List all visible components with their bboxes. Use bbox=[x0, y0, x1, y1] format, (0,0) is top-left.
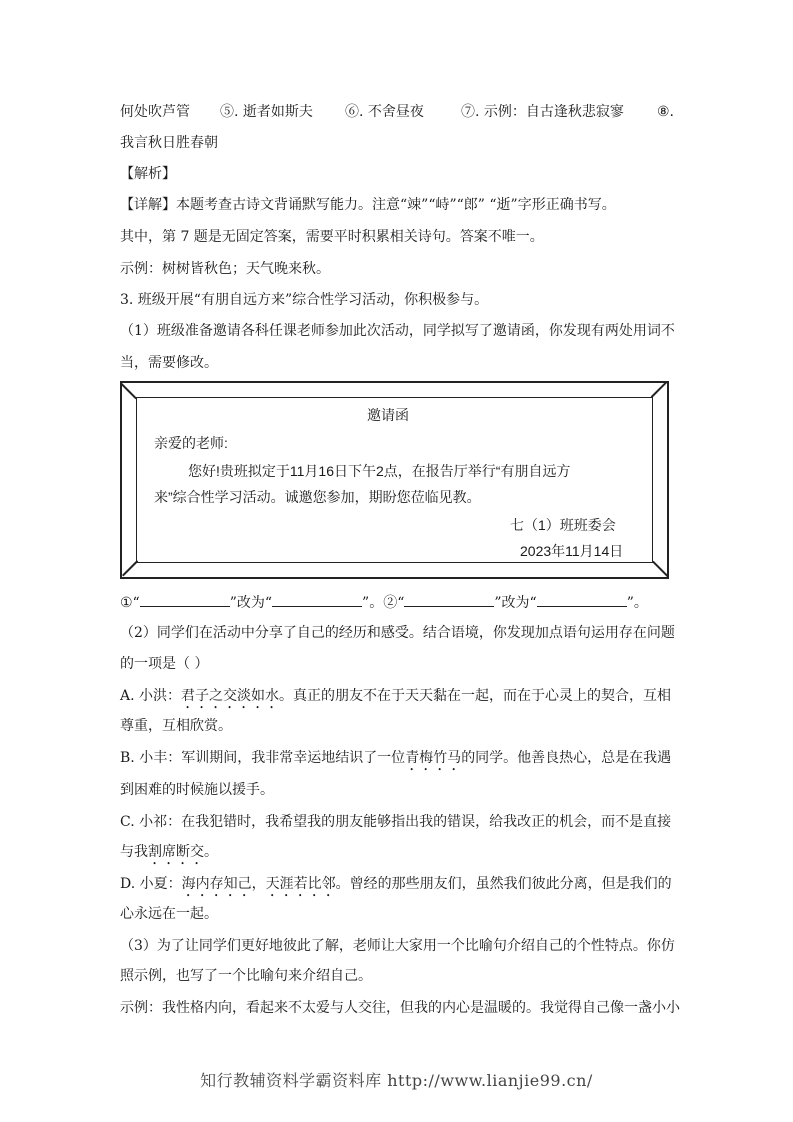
option-c-line2 bbox=[120, 842, 218, 868]
letter-greeting: 亲爱的老师: bbox=[154, 435, 228, 451]
question-3-part1-line2: 当，需要修改。 bbox=[120, 355, 218, 371]
answer-line-2: 我言秋日胜春朝 bbox=[120, 135, 218, 151]
answer-option-7: ⑦. 示例：自古逢秋悲寂寥 bbox=[461, 104, 624, 120]
example-line: 示例：我性格内向，看起来不太爱与人交往，但我的内心是温暖的。我觉得自己像一盏小小 bbox=[120, 1000, 680, 1016]
fill-label-3: ”。②“ bbox=[362, 595, 405, 611]
option-a-rest: 。真正的朋友不在于天天黏在一起，而在于心灵上的契合，互相 bbox=[279, 688, 672, 704]
detail-line-2: 其中，第 7 题是无固定答案，需要平时积累相关诗句。答案不唯一。 bbox=[120, 229, 544, 245]
question-3-part2-line1: （2）同学们在活动中分享了自己的经历和感受。结合语境，你发现加点语句运用存在问题 bbox=[120, 625, 675, 641]
question-3-part2-line2: 的一项是（ ） bbox=[120, 656, 209, 672]
letter-signature: 七（1）班班委会 bbox=[510, 517, 616, 533]
fill-label-4: ”改为“ bbox=[494, 595, 537, 611]
option-b-line2: 到困难的时候施以援手。 bbox=[120, 782, 274, 798]
blank-revised-1[interactable] bbox=[272, 592, 362, 607]
answer-option-8: ⑧. bbox=[657, 104, 675, 120]
option-c-rest: 。 bbox=[204, 844, 218, 860]
letter-title: 邀请函 bbox=[367, 407, 409, 423]
option-c-prefix: 与我 bbox=[120, 844, 148, 860]
option-d-line1 bbox=[120, 874, 672, 900]
question-3-part3-line1: （3）为了让同学们更好地彼此了解，老师让大家用一个比喻句介绍自己的个性特点。你仿 bbox=[120, 938, 675, 954]
option-a-line1 bbox=[120, 686, 671, 712]
option-d-dotted-phrase: 海内存知己，天涯若比邻 bbox=[181, 876, 336, 892]
invitation-letter-box bbox=[120, 381, 669, 579]
option-c-dotted-phrase: 割席断交 bbox=[148, 844, 204, 860]
option-c-line1: C. 小祁：在我犯错时，我希望我的朋友能够指出我的错误，给我改正的机会，而不是直接 bbox=[120, 814, 672, 830]
option-b-prefix: B. 小丰：军训期间，我非常幸运地结识了一位 bbox=[120, 750, 406, 766]
option-a-dotted-phrase: 君子之交淡如水 bbox=[181, 688, 280, 704]
letter-body-line2: 来”综合性学习活动。诚邀您参加，期盼您莅临见教。 bbox=[154, 489, 481, 505]
analysis-heading: 【解析】 bbox=[120, 166, 176, 182]
option-d-rest: 。曾经的那些朋友们，虽然我们彼此分离，但是我们的 bbox=[335, 876, 672, 892]
detail-line-3: 示例：树树皆秋色；天气晚来秋。 bbox=[120, 261, 330, 277]
fill-label-2: ”改为“ bbox=[229, 595, 273, 611]
option-d-prefix: D. 小夏： bbox=[120, 876, 182, 892]
option-b-dotted-phrase: 青梅竹马 bbox=[405, 750, 462, 766]
blank-original-2[interactable] bbox=[404, 592, 494, 607]
fill-label-5: ”。 bbox=[626, 595, 648, 611]
answer-options-line bbox=[120, 102, 674, 122]
detail-line-1: 【详解】本题考查古诗文背诵默写能力。注意“竦”“峙”“郎” “逝”字形正确书写。 bbox=[120, 197, 616, 213]
fill-label-1: ①“ bbox=[120, 595, 140, 611]
option-b-line1 bbox=[120, 748, 671, 774]
option-a-prefix: A. 小洪： bbox=[120, 688, 182, 704]
question-3-part1-line1: （1）班级准备邀请各科任课老师参加此次活动，同学拟写了邀请函，你发现有两处用词不 bbox=[120, 323, 675, 339]
question-3-title: 3. 班级开展“有朋自远方来”综合性学习活动，你积极参与。 bbox=[120, 292, 489, 308]
letter-body-line1: 您好!贵班拟定于11月16日下午2点，在报告厅举行“有朋自远方 bbox=[188, 463, 571, 479]
page-footer: 知行教辅资料学霸资料库 http://www.lianjie99.cn/ bbox=[200, 1071, 593, 1090]
fill-blank-line bbox=[120, 592, 648, 613]
blank-original-1[interactable] bbox=[140, 592, 230, 607]
letter-date: 2023年11月14日 bbox=[520, 543, 624, 559]
option-d-line2: 心永远在一起。 bbox=[120, 906, 218, 922]
option-a-line2: 尊重，互相欣赏。 bbox=[120, 718, 232, 734]
answer-option-6: ⑥. 不舍昼夜 bbox=[345, 104, 424, 120]
option-b-rest: 的同学。他善良热心，总是在我遇 bbox=[461, 750, 672, 766]
answer-option-5: ⑤. 逝者如斯夫 bbox=[220, 104, 313, 120]
blank-revised-2[interactable] bbox=[537, 592, 627, 607]
question-3-part3-line2: 照示例，也写了一个比喻句来介绍自己。 bbox=[120, 968, 372, 984]
answer-fragment: 何处吹芦管 bbox=[120, 104, 190, 120]
